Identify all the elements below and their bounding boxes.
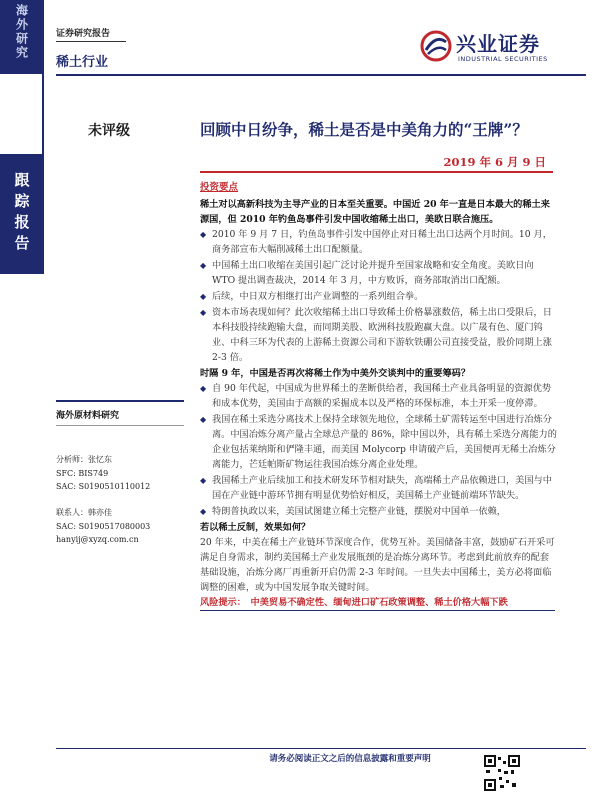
report-title: 回顾中日纷争，稀土是否是中美角力的“王牌”？: [200, 120, 528, 139]
bullet-icon: ◆: [200, 507, 207, 516]
list-item: ◆ 我国稀土产业后续加工和技术研发环节相对缺失，高端稀土产品依赖进口，美国与中国在产业链中游环节拥有明显优势恰好相反，美国稀土产业链前端环节缺失。: [200, 475, 552, 501]
header-rule: [56, 74, 586, 76]
contact-email[interactable]: hanyij@xyzq.com.cn: [56, 535, 139, 544]
bullet-list-1: [200, 227, 558, 365]
question-heading: 时隔 9 年，中国是否再次将稀土作为中美外交谈判中的重要筹码？: [200, 368, 471, 379]
industry-label: 稀土行业: [56, 55, 109, 70]
question-heading-2: 若以稀土反制，效果如何？: [200, 522, 311, 533]
sidebar-top-band: [0, 0, 44, 74]
list-item: ◆ 特朗普执政以来，美国试图建立稀土完整产业链，摆脱对中国单一依赖，: [200, 506, 506, 517]
sidebar-mid-text: 跟踪报告: [12, 172, 31, 256]
bullet-icon: ◆: [200, 230, 207, 239]
sidebar: [0, 0, 44, 800]
bullet-icon: ◆: [200, 292, 207, 301]
footer-disclaimer: 请务必阅读正文之后的信息披露和重要声明: [269, 754, 431, 764]
sidebar-top-text: 海外研究: [14, 4, 29, 60]
key-points-section: [200, 180, 558, 595]
logo-text-en: INDUSTRIAL SECURITIES: [458, 55, 548, 63]
logo-mark-icon: [420, 30, 452, 62]
contact-name: 联系人：韩亦佳: [56, 508, 112, 517]
bullet-icon: ◆: [200, 308, 207, 317]
date-rule: [200, 171, 553, 173]
risk-rule: [200, 610, 555, 611]
sidebar-divider: [42, 74, 44, 154]
analyst-name: 分析师：张忆东: [56, 455, 112, 464]
company-logo: [420, 24, 580, 68]
key-points-intro: 稀土对以高新科技为主导产业的日本至关重要。中国近 20 年一直是日本最大的稀土来源国，但 2010 年钓鱼岛事件引发中国收缩稀土出口，美欧日联合施压。: [200, 199, 550, 225]
closing-paragraph: 20 年来，中美在稀土产业链环节深度合作，优势互补。美国储备丰富，鼓励矿石开采可满足自身需求，制约美国稀土产业发展瓶颈的是冶炼分离环节。考虑到此前放弃的配套基础设施，冶炼分离厂再重新开启仍需 2-3 年时间。一旦失去中国稀土，美方必将面临调整的困难，或为中国发展争取关键时间。: [200, 537, 555, 593]
footer-rule: [56, 748, 586, 749]
list-item: ◆ 后续，中日双方相继打出产业调整的一系列组合拳。: [200, 291, 424, 302]
bullet-icon: ◆: [200, 415, 207, 424]
analyst-panel: [56, 400, 184, 548]
qr-code-icon: [484, 755, 520, 791]
analyst-panel-title: 海外原材料研究: [56, 400, 184, 426]
risk-warning: 风险提示： 中美贸易不确定性、缅甸进口矿石政策调整、稀土价格大幅下跌: [200, 597, 508, 608]
bullet-icon: ◆: [200, 384, 207, 393]
analyst-sac: SAC: S0190510110012: [56, 482, 151, 491]
list-item: ◆ 我国在稀土采选分离技术上保持全球领先地位，全球稀土矿需转运至中国进行冶炼分离。中国冶炼分离产量占全球总产量的 86%，除中国以外，具有稀土采选分离能力的企业包括莱纳斯和俨隆丰通，而美国 Molycorp 申请破产后，美国便再无稀土冶炼分离能力，芒廷帕斯矿物运往我国冶炼分离企业处理。: [200, 414, 557, 470]
list-item: ◆ 资本市场表现如何？此次收缩稀土出口导致稀土价格暴涨数倍，稀土出口受限后，日本科技股持续跑输大盘，而同期美股、欧洲科技股跑赢大盘。以广晟有色、厦门钨业、中科三环为代表的上游稀土资源公司和下游软铁硼公司直接受益，股价同期上涨 2-3 倍。: [200, 307, 552, 363]
bullet-icon: ◆: [200, 261, 207, 270]
report-date: 2019 年 6 月 9 日: [443, 155, 546, 169]
report-type: 证券研究报告: [56, 29, 111, 39]
sidebar-mid-band: [0, 154, 44, 274]
logo-text-cn: 兴业证券: [456, 32, 540, 56]
report-type-underline: [56, 41, 126, 42]
analyst-sfc: SFC: BIS749: [56, 469, 109, 478]
contact-sac: SAC: S0190517080003: [56, 522, 151, 531]
list-item: ◆ 自 90 年代起，中国成为世界稀土的垄断供给者，我国稀土产业具备明显的资源优势和成本优势，美国由于高额的采掘成本以及严格的环保标准，本土开采一度停滞。: [200, 383, 552, 409]
rating-label: 未评级: [88, 123, 130, 139]
bullet-icon: ◆: [200, 476, 207, 485]
list-item: ◆ 2010 年 9 月 7 日，钓鱼岛事件引发中国停止对日稀土出口达两个月时间。10 月，商务部宣布大幅削减稀土出口配额量。: [200, 229, 552, 255]
bullet-list-2: [200, 381, 558, 519]
key-points-heading: 投资要点: [200, 182, 239, 193]
list-item: ◆ 中国稀土出口收缩在美国引起广泛讨论并提升至国家战略和安全角度。美欧日向 WTO 提出调查裁决，2014 年 3 月，中方败诉，商务部取消出口配额。: [200, 260, 534, 286]
